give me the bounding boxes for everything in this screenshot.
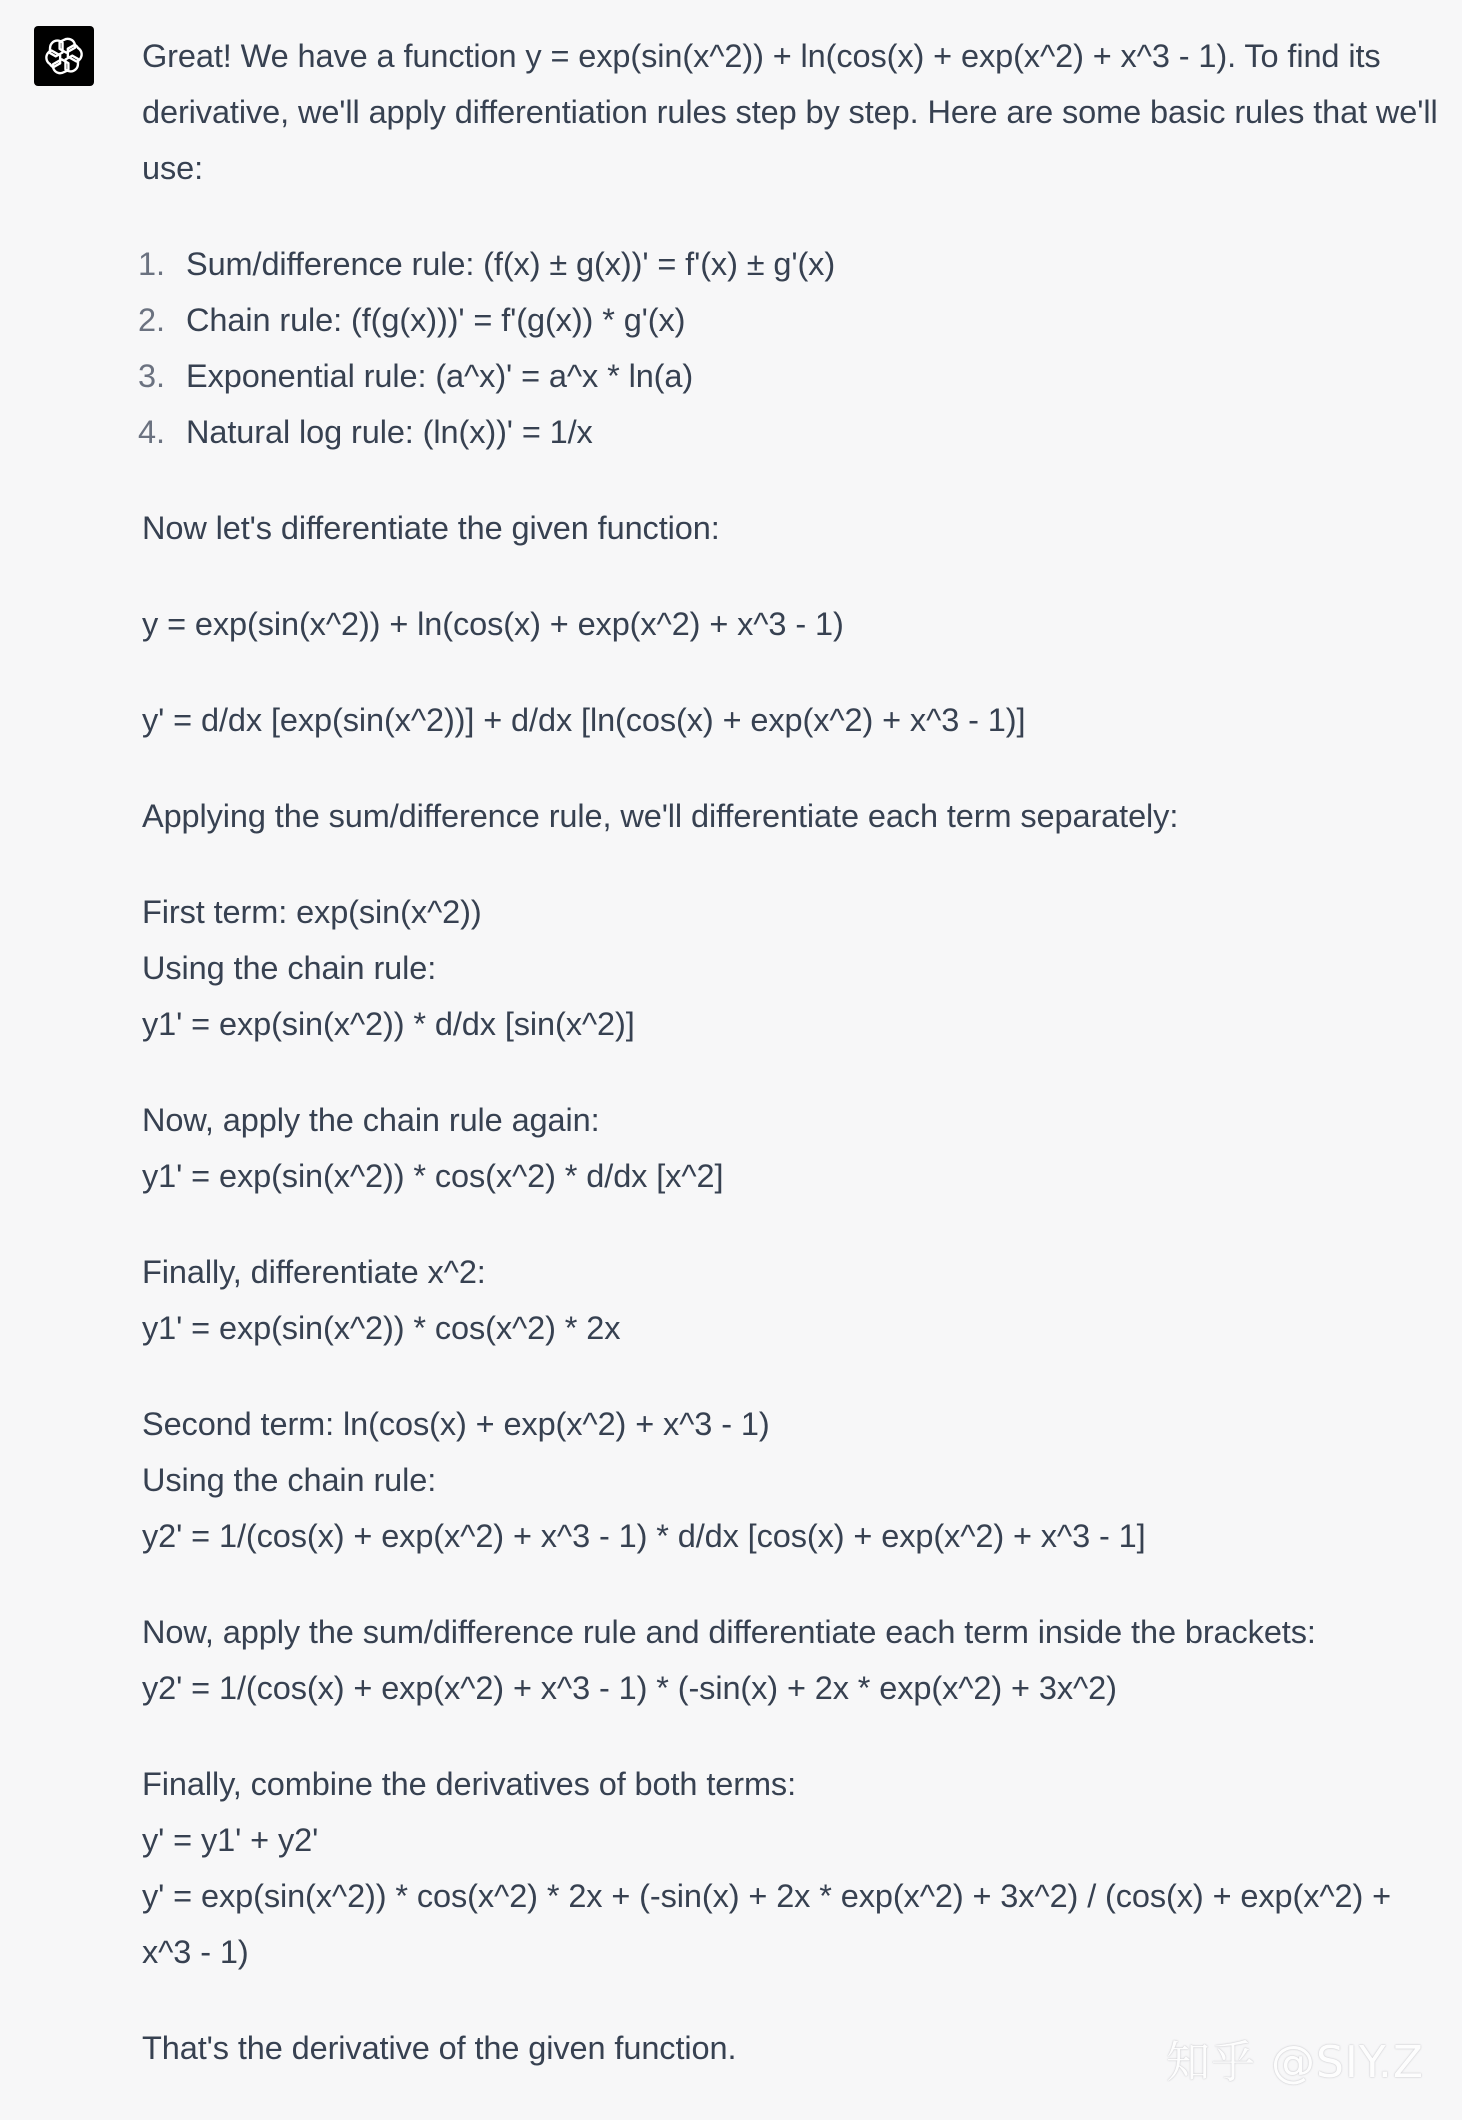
watermark: 知乎 @SIY.Z	[1166, 2037, 1424, 2088]
intro-paragraph: Great! We have a function y = exp(sin(x^2)) + ln(cos(x) + exp(x^2) + x^3 - 1). To find its derivative, we'll apply differentiation rules step by step. Here are some basic rules that we'll use:	[142, 38, 1447, 186]
paragraph: Second term: ln(cos(x) + exp(x^2) + x^3 - 1) Using the chain rule: y2' = 1/(cos(x) + exp(x^2) + x^3 - 1) * d/dx [cos(x) + exp(x^2) + x^3 - 1]	[142, 1406, 1146, 1554]
rule-item	[138, 404, 1442, 460]
rule-text: Natural log rule: (ln(x))' = 1/x	[186, 414, 593, 450]
paragraph: Finally, differentiate x^2: y1' = exp(sin(x^2)) * cos(x^2) * 2x	[142, 1254, 621, 1346]
assistant-avatar	[34, 26, 94, 86]
rule-item	[138, 292, 1442, 348]
paragraph: y' = d/dx [exp(sin(x^2))] + d/dx [ln(cos(x) + exp(x^2) + x^3 - 1)]	[142, 702, 1026, 738]
rule-number: 2.	[138, 302, 165, 338]
rule-item	[138, 348, 1442, 404]
message-content	[138, 28, 1447, 2116]
rule-item	[138, 236, 1442, 292]
rules-list	[138, 236, 1442, 460]
openai-logo-icon	[42, 34, 86, 78]
rule-text: Exponential rule: (a^x)' = a^x * ln(a)	[186, 358, 694, 394]
paragraph: Finally, combine the derivatives of both terms: y' = y1' + y2' y' = exp(sin(x^2)) * cos(x^2) * 2x + (-sin(x) + 2x * exp(x^2) + 3x^2) / (cos(x) + exp(x^2) + x^3 - 1)	[142, 1766, 1392, 1970]
rule-number: 4.	[138, 414, 165, 450]
paragraph: Now, apply the sum/difference rule and differentiate each term inside the brackets: y2' = 1/(cos(x) + exp(x^2) + x^3 - 1) * (-sin(x) + 2x * exp(x^2) + 3x^2)	[142, 1614, 1316, 1706]
paragraph: Now, apply the chain rule again: y1' = exp(sin(x^2)) * cos(x^2) * d/dx [x^2]	[142, 1102, 724, 1194]
paragraph: That's the derivative of the given function.	[142, 2030, 737, 2066]
rule-number: 1.	[138, 246, 165, 282]
paragraph: First term: exp(sin(x^2)) Using the chain rule: y1' = exp(sin(x^2)) * d/dx [sin(x^2)]	[142, 894, 635, 1042]
rule-number: 3.	[138, 358, 165, 394]
paragraph: Now let's differentiate the given function:	[142, 510, 720, 546]
rule-text: Chain rule: (f(g(x)))' = f'(g(x)) * g'(x)	[186, 302, 686, 338]
paragraph: Applying the sum/difference rule, we'll differentiate each term separately:	[142, 798, 1179, 834]
paragraph: y = exp(sin(x^2)) + ln(cos(x) + exp(x^2) + x^3 - 1)	[142, 606, 844, 642]
rule-text: Sum/difference rule: (f(x) ± g(x))' = f'(x) ± g'(x)	[186, 246, 836, 282]
